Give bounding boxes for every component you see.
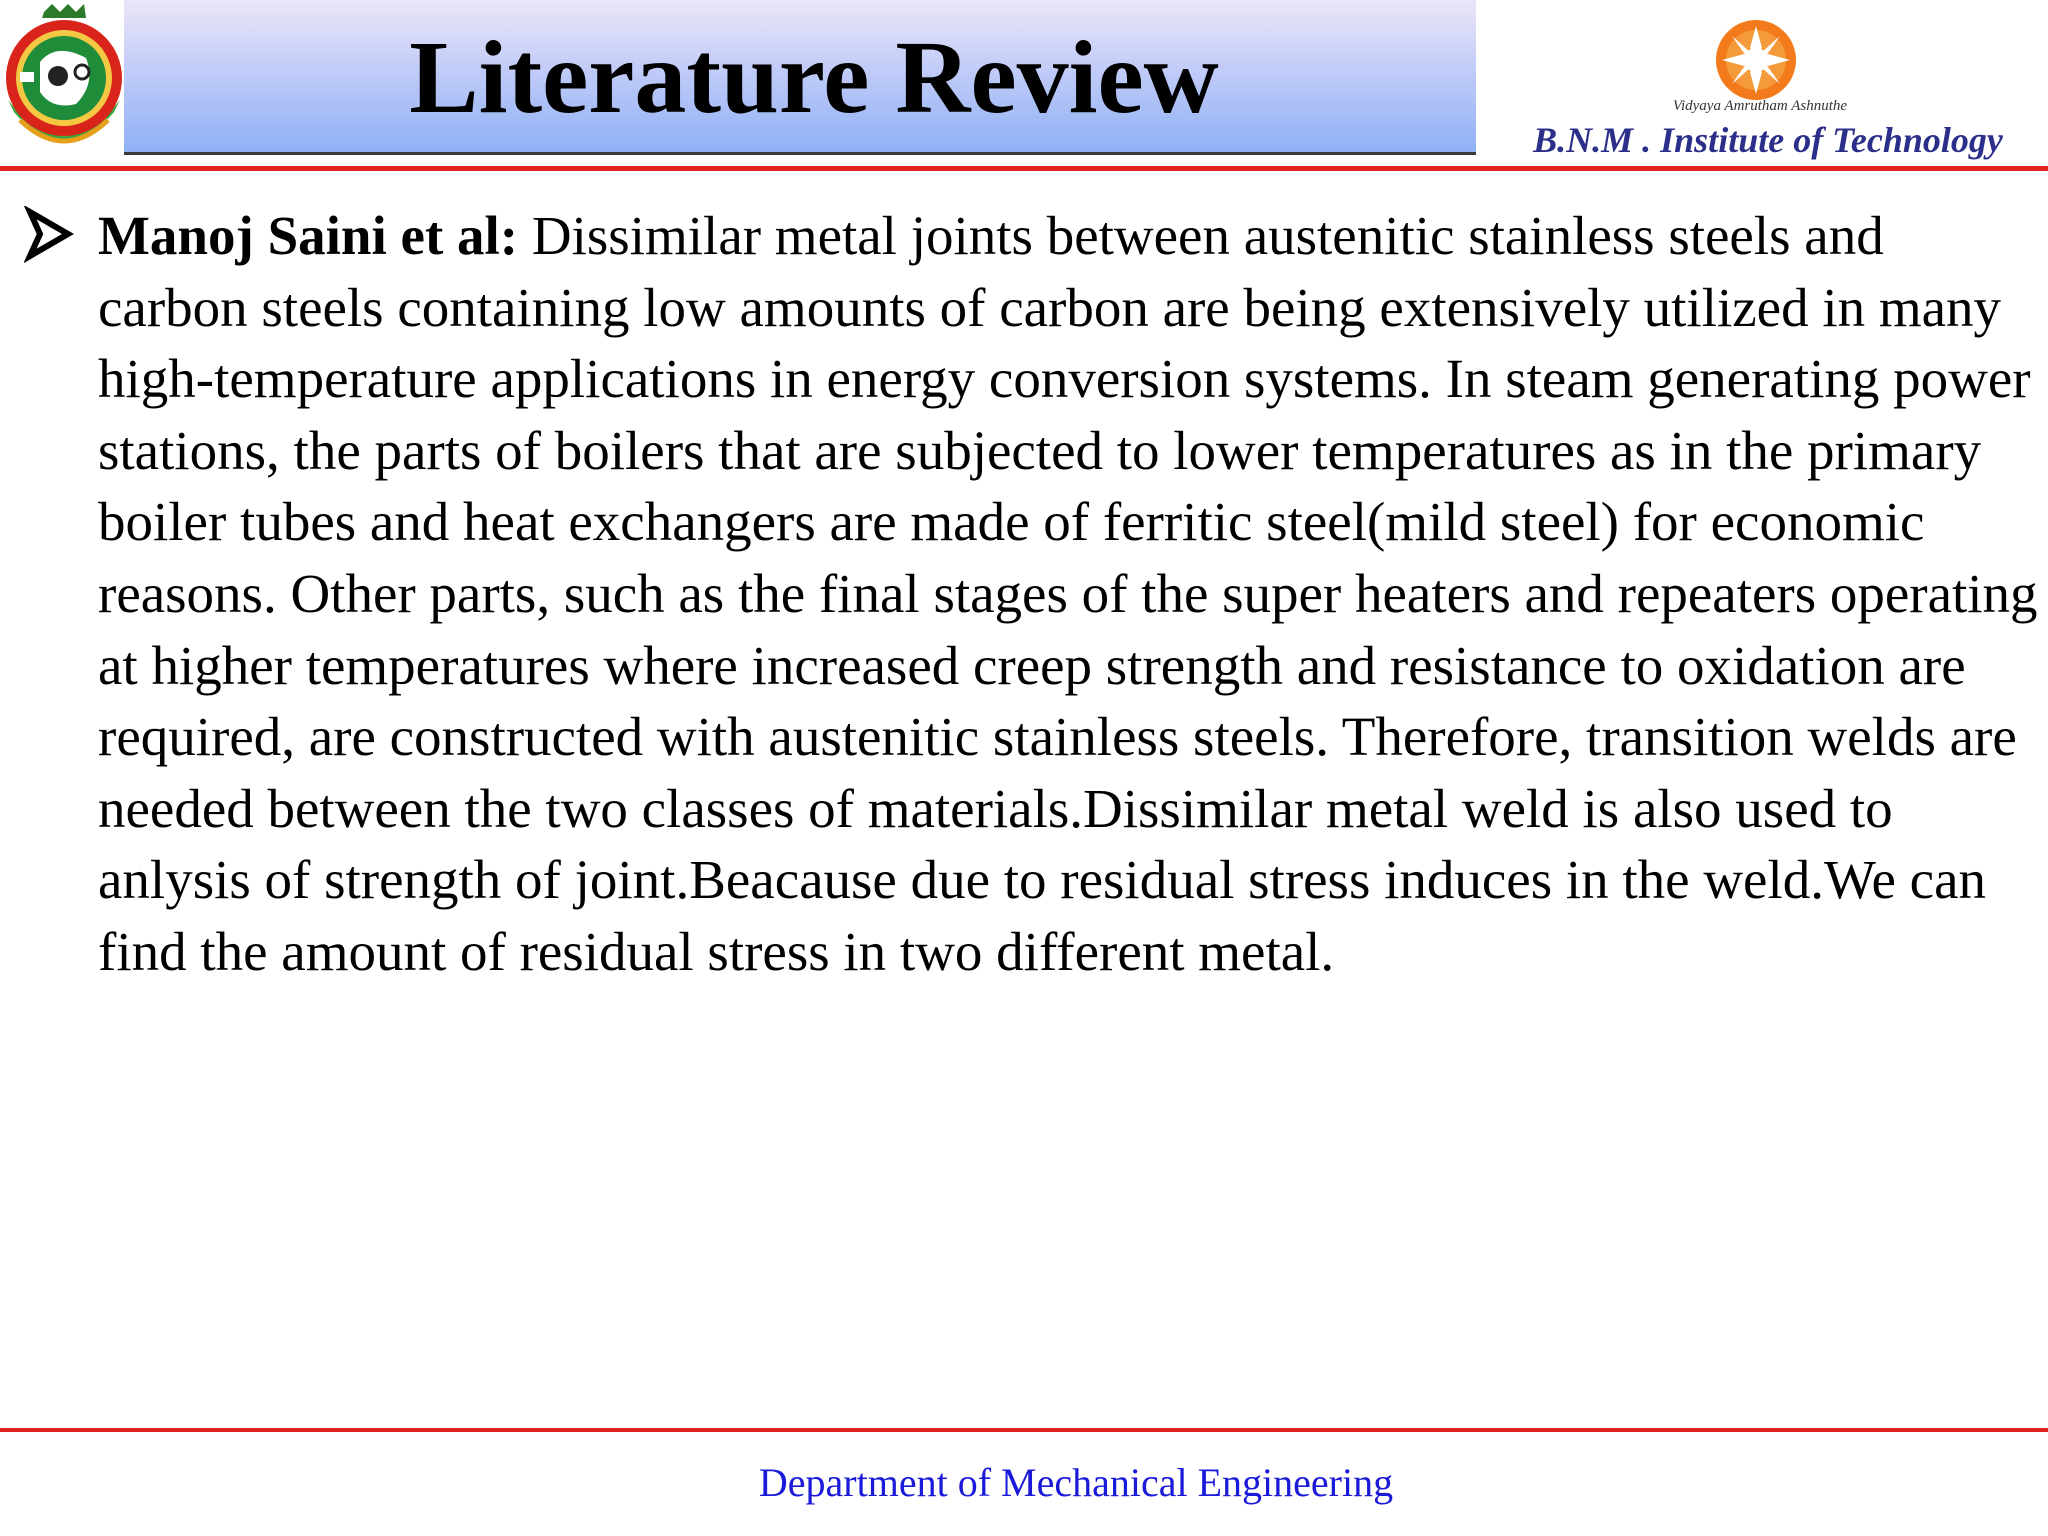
- literature-entry: [98, 200, 2038, 988]
- title-banner: [124, 0, 1476, 155]
- header-divider: [0, 166, 2048, 171]
- department-name: Department of Mechanical Engineering: [758, 1460, 1394, 1505]
- slide-title: Literature Review: [409, 20, 1219, 135]
- university-emblem-icon: [0, 0, 128, 164]
- author-name: Manoj Saini et al:: [98, 205, 519, 266]
- institute-name: B.N.M . Institute of Technology: [1533, 120, 2003, 160]
- lotus-emblem-icon: [1712, 18, 1800, 102]
- arrowhead-bullet-icon: [24, 206, 76, 266]
- institute-motto: Vidyaya Amrutham Ashnuthe: [1672, 98, 1848, 114]
- entry-text: Dissimilar metal joints between austenitic stainless steels and carbon steels containing low amounts of carbon are being extensively utilized in many high-temperature applications in energy conversion systems. In steam generating power stations, the parts of boilers that are subjected to lower temperatures as in the primary boiler tubes and heat exchangers are made of ferritic steel(mild steel) for economic reasons. Other parts, such as the final stages of the super heaters and repeaters operating at higher temperatures where increased creep strength and resistance to oxidation are required, are constructed with austenitic stainless steels. Therefore, transition welds are needed between the two classes of materials.Dissimilar metal weld is also used to anlysis of strength of joint.Beacause due to residual stress induces in the weld.We can find the amount of residual stress in two different metal.: [98, 205, 2038, 982]
- footer-divider: [0, 1428, 2048, 1432]
- slide-header: [0, 0, 2048, 172]
